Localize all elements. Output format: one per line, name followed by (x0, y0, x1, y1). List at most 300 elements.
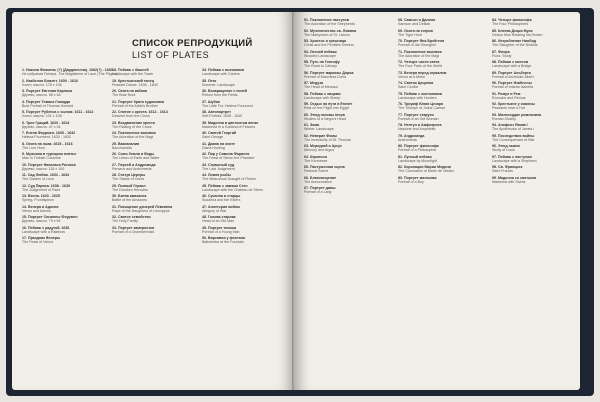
plate-title: 48. Голова старика (202, 215, 236, 219)
plate-entry (112, 79, 200, 88)
plate-detail: Studies of a Negro's Head (304, 116, 346, 121)
plate-detail: Summer. Landscape (202, 82, 235, 87)
plate-entry (112, 184, 200, 193)
plate-title: 20. Охота на кабана (112, 89, 147, 93)
plate-title: 39. Мадонна в цветочном венке (202, 120, 259, 125)
plate-detail: The Feast of Venus (22, 240, 54, 245)
plate-title: 86. Истребление Ниобид (492, 39, 536, 43)
plate-entry (112, 226, 200, 235)
plate-detail: The Martyrdom of St. Livinus (304, 32, 350, 37)
plate-detail: The Slaughter of the Niobids (492, 43, 538, 48)
plate-title: 49. Портрет юноши (202, 225, 237, 230)
plate-title: 38. Автопортрет (202, 110, 231, 114)
plate-entry (492, 144, 576, 153)
plate-title: 57. Медуза (304, 81, 324, 85)
plate-detail: Mercury and Argus (304, 148, 335, 153)
plate-entry (398, 123, 486, 132)
plate-title: 78. Нептун и Амфитрита (398, 123, 442, 127)
plate-detail: The Statue of Ceres (112, 177, 145, 182)
plate-detail: Venus and Adonis (22, 208, 51, 213)
plate-entry (492, 50, 576, 59)
plate-entry (492, 18, 576, 27)
plate-title: 73. Венера перед зеркалом (398, 70, 447, 75)
plate-detail: Portrait of a Young Man (202, 229, 240, 234)
plate-title: 97. Пейзаж с пастухом (492, 154, 532, 159)
plate-detail: Perseus and Andromeda (112, 166, 152, 171)
plate-detail: The Raising of the Cross (112, 124, 152, 129)
plate-title: 37. Шубка (202, 99, 220, 104)
plate-entry (398, 155, 486, 164)
plate-entry (398, 71, 486, 80)
plate-detail: Bacchanalia (112, 145, 132, 150)
plate-detail: The Last Judgement (202, 166, 235, 171)
plate-title: 36. Возвращение с полей (202, 89, 248, 93)
plate-title: 64. Кермесса (304, 154, 327, 159)
plate-entry (112, 194, 200, 203)
plate-detail: The Tiger Hunt (398, 32, 422, 37)
plate-entry (304, 123, 392, 132)
plate-title: 27. Персей и Андромеда (112, 162, 156, 167)
plate-entry (304, 92, 392, 101)
plate-detail: Saint Francis (492, 169, 513, 174)
plate-detail: Return from the Fields (202, 93, 238, 98)
left-column-2 (112, 68, 200, 236)
plate-entry (304, 50, 392, 59)
plate-entry (304, 144, 392, 153)
plate-entry (22, 68, 118, 77)
plate-detail: Дерево, масло. 118 x 100 (22, 166, 65, 171)
plate-detail: Portrait of Marchesa Doria (304, 74, 346, 79)
plate-entry (22, 236, 110, 245)
plate-detail: Холст, масло. 178 x 136 (22, 82, 62, 87)
plate-entry (202, 205, 288, 214)
plate-title: 46. Сусанна и старцы (202, 194, 241, 198)
plate-detail: Portrait of an Old Woman (398, 116, 439, 121)
plate-detail: Decius Mus Relating his Dream (492, 32, 543, 37)
plate-title: 16. Пейзаж с радугой. 1636 (22, 225, 70, 230)
plate-entry (398, 92, 486, 101)
plate-title: 60. Этюд головы негра (304, 112, 345, 117)
plate-title: 88. Пейзаж с мостом (492, 60, 529, 64)
plate-title: 21. Портрет брата художника (112, 99, 164, 104)
right-column-1 (304, 18, 392, 197)
plate-title: 67. Портрет дамы (304, 186, 336, 190)
plate-detail: Portrait of a Boy (398, 179, 424, 184)
plate-title: 31. Похищение дочерей Левкиппа (112, 204, 173, 209)
plate-title: 89. Портрет Альберта (492, 70, 531, 75)
plate-detail: Portrait of a Lady (304, 190, 332, 195)
plate-entry (202, 226, 288, 235)
plate-title: 85. Клятва Деция Муса (492, 28, 533, 33)
plate-entry (398, 134, 486, 143)
plate-entry (492, 71, 576, 80)
right-page (294, 12, 580, 390)
plate-detail: Portrait of a Chambermaid (112, 229, 155, 234)
plate-title: 1. Никола Фламель (?) (Дарданелла). 1682(?) - 1683 (22, 68, 113, 72)
plate-entry (398, 18, 486, 27)
plate-entry (398, 29, 486, 38)
plate-title: 87. Флора (492, 49, 510, 54)
plate-title: 24. Поклонение волхвов (112, 131, 156, 135)
plate-detail: Portrait of Archduke Albert (492, 74, 534, 79)
plate-detail: Susanna and the Elders (202, 198, 241, 203)
plate-detail: Landscape with Sheep (304, 95, 341, 100)
plate-detail: Дерево, масло. 56 x 48 (22, 93, 61, 98)
plate-entry (398, 165, 486, 174)
plate-title: 9. Мужчина в турецком платье (22, 152, 77, 156)
plate-title: 15. Портрет Сюзанны Фоурмен (22, 215, 78, 219)
plate-entry (202, 152, 288, 161)
plate-title: 4. Портрет Томаса Говарда (22, 99, 70, 104)
plate-title: 68. Самсон и Далила (398, 18, 436, 22)
plate-entry (22, 205, 110, 214)
plate-entry (112, 215, 200, 224)
plate-entry (202, 194, 288, 203)
plate-detail: The Judgement of Paris (22, 187, 61, 192)
plate-detail: The Head of Medusa (304, 85, 338, 90)
plate-detail: Дерево, масло. 79 x 54 (22, 219, 61, 224)
plate-title: 77. Портрет старухи (398, 112, 434, 117)
plate-detail: Дерево, масло. 47 x 34 (22, 124, 61, 129)
plate-detail: The Miraculous Draught of Fishes (202, 177, 256, 182)
plate-entry (112, 68, 200, 77)
list-title-russian: СПИСОК РЕПРОДУКЦИЙ (132, 38, 253, 49)
plate-entry (22, 194, 110, 203)
left-column-1 (22, 68, 118, 247)
plate-detail: The Adoration of the Shepherds (304, 22, 355, 27)
plate-title: 12. Суд Париса. 1638 - 1639 (22, 183, 70, 188)
plate-entry (304, 29, 392, 38)
plate-title: 8. Охота на льва. 1615 - 1616 (22, 141, 73, 146)
plate-title: 45. Пейзаж с замком Стен (202, 183, 248, 188)
plate-entry (22, 226, 110, 235)
plate-entry (22, 89, 110, 98)
plate-entry (202, 142, 288, 151)
plate-entry (304, 186, 392, 195)
plate-title: 62. Неверие Фомы (304, 133, 338, 138)
plate-title: 66. Благовещение (304, 175, 337, 180)
plate-title: 28. Статуя Цереры (112, 173, 146, 177)
plate-entry (304, 102, 392, 111)
plate-detail: The Little Fur. Helena Fourment (202, 103, 253, 108)
plate-entry (202, 110, 288, 119)
list-title-english: LIST OF PLATES (132, 50, 210, 60)
plate-title: 92. Крестьяне у хижины (492, 102, 535, 106)
plate-entry (202, 215, 288, 224)
plate-detail: Landscape with a Bridge (492, 64, 532, 69)
plate-entry (22, 173, 110, 182)
plate-entry (398, 50, 486, 59)
plate-entry (492, 123, 576, 132)
plate-entry (398, 113, 486, 122)
plate-entry (304, 71, 392, 80)
plate-entry (112, 152, 200, 161)
plate-entry (22, 163, 110, 172)
plate-title: 72. Четыре части света (398, 60, 440, 64)
plate-title: 30. Битва амазонок (112, 194, 147, 198)
plate-entry (398, 144, 486, 153)
plate-entry (112, 131, 200, 140)
plate-title: 90. Портрет Изабеллы (492, 81, 532, 85)
plate-detail: Samson and Delilah (398, 22, 431, 27)
plate-entry (202, 79, 288, 88)
plate-title: 61. Зима (304, 123, 320, 127)
plate-entry (398, 60, 486, 69)
plate-entry (304, 81, 392, 90)
plate-title: 14. Венера и Адонис (22, 204, 59, 209)
plate-detail: Peasant Dance. 1636 - 1640 (112, 82, 158, 87)
plate-detail: Холст, масло. 131 x 108 (22, 114, 62, 119)
plate-title: 2. Изабелла Блиэнт. 1609 - 1610 (22, 78, 78, 83)
plate-title: 7. Елена Фоурмен. 1630 - 1632 (22, 131, 76, 135)
plate-entry (492, 39, 576, 48)
plate-entry (398, 102, 486, 111)
plate-detail: The Garden of Love (22, 177, 54, 182)
plate-entry (202, 89, 288, 98)
plate-title: 13. Весна. 1620 - 1625 (22, 194, 60, 198)
plate-entry (112, 163, 200, 172)
plate-title: 42. Пир у Симона Фарисея (202, 152, 250, 156)
plate-entry (398, 81, 486, 90)
plate-detail: Bathsheba at the Fountain (202, 240, 245, 245)
plate-detail: Portrait of a Philosopher (398, 148, 437, 153)
plate-title: 55. Путь на Голгофу (304, 60, 340, 64)
plate-title: 18. Пейзаж с башней (112, 68, 149, 72)
plate-entry (202, 173, 288, 182)
plate-detail: Flora. Study (492, 53, 512, 58)
plate-detail: Landscape with Carters (202, 72, 240, 77)
plate-detail: The Adoration of the Magi (112, 135, 154, 140)
plate-entry (492, 113, 576, 122)
plate-title: 44. Ловля рыбы (202, 173, 231, 177)
plate-title: 51. Поклонение пастухов (304, 18, 349, 22)
plate-detail: The Adoration of the Magi (398, 53, 440, 58)
plate-detail: Man in Turkish Costume (22, 156, 61, 161)
plate-entry (398, 39, 486, 48)
plate-detail: The Incredulity of St. Thomas (304, 137, 351, 142)
plate-entry (304, 134, 392, 143)
plate-detail: Winter. Landscape (304, 127, 334, 132)
plate-entry (22, 100, 110, 109)
plate-title: 82. Коронация Марии Медичи (398, 165, 451, 169)
plate-detail: Landscape with the Tower (112, 72, 154, 77)
plate-entry (492, 176, 576, 185)
plate-title: 99. Мадонна со святыми (492, 175, 536, 180)
plate-entry (22, 131, 110, 140)
plate-detail: The Boar Hunt (112, 93, 136, 98)
plate-detail: Roman Charity (492, 116, 516, 121)
plate-title: 41. Диана на охоте (202, 141, 235, 146)
plate-detail: Spring. Frontispiece (22, 198, 54, 203)
plate-title: 74. Святая Цецилия (398, 81, 434, 85)
plate-entry (202, 68, 288, 77)
plate-title: 5. Портрет Рубенса с сыном. 1611 - 1612 (22, 110, 94, 114)
plate-detail: Madonna with Saints (492, 179, 526, 184)
plate-detail: Peasants near a Hut (492, 106, 525, 111)
plate-detail: Battle of the Amazons (112, 198, 147, 203)
plate-detail: Из собрания Питера. The Magdalene of Laon (The Pilgrim) (22, 72, 118, 77)
plate-entry (22, 142, 110, 151)
plate-detail: Portrait of the Artist's Brother (112, 103, 158, 108)
plate-detail: The Feast of Simon the Pharisee (202, 156, 255, 161)
plate-detail: Landscape with Hunters (398, 95, 437, 100)
plate-detail: Christ and the Penitent Sinners (304, 43, 354, 48)
plate-detail: Study of Lions (492, 148, 515, 153)
plate-detail: Andromeda (398, 137, 417, 142)
plate-entry (112, 121, 200, 130)
plate-detail: Rest on the Flight into Egypt (304, 106, 350, 111)
plate-title: 65. Пастушеская сцена (304, 165, 345, 169)
plate-title: 95. Последствия войны (492, 133, 535, 138)
plate-detail: Rape of the Daughters of Leucippus (112, 208, 170, 213)
plate-title: 96. Этюд львов (492, 144, 520, 148)
plate-detail: The Coronation of Marie de' Medici (398, 169, 454, 174)
plate-title: 11. Сад Любви. 1632 - 1634 (22, 173, 70, 177)
plate-detail: Portrait of Jan Brueghel (398, 43, 436, 48)
plate-detail: Bust Portrait of Thomas Howard (22, 103, 74, 108)
plate-title: 10. Портрет Николаса Ротокса (22, 162, 76, 167)
plate-entry (202, 236, 288, 245)
plate-detail: Neptune and Amphitrite (398, 127, 436, 132)
plate-entry (202, 100, 288, 109)
plate-entry (22, 184, 110, 193)
plate-detail: The Annunciation (304, 179, 332, 184)
plate-title: 29. Пьяный Геракл (112, 183, 146, 188)
plate-entry (492, 102, 576, 111)
plate-title: 59. Отдых на пути в Египет (304, 102, 353, 106)
plate-detail: Saint Cecilia (398, 85, 418, 90)
plate-detail: Landscape with a Shepherd (492, 158, 537, 163)
plate-title: 75. Пейзаж с охотниками (398, 91, 442, 96)
plate-title: 6. Трое Граций. 1620 - 1624 (22, 120, 70, 125)
plate-entry (202, 184, 288, 193)
plate-detail: Landscape with a Rainbow (22, 229, 65, 234)
plate-title: 56. Портрет маркизы Дориа (304, 70, 354, 75)
plate-title: 35. Лето (202, 78, 217, 83)
plate-detail: Saint George (202, 135, 224, 140)
plate-entry (112, 89, 200, 98)
plate-detail: Descent from the Cross (112, 114, 150, 119)
plate-detail: Romulus and Remus (492, 95, 526, 100)
plate-title: 80. Портрет философа (398, 144, 439, 148)
plate-entry (492, 29, 576, 38)
plate-detail: Self-Portrait. 1638 - 1640 (202, 114, 243, 119)
plate-title: 58. Пейзаж с овцами (304, 91, 341, 96)
plate-detail: The Four Philosophers (492, 22, 529, 27)
plate-detail: The Road to Calvary (304, 64, 337, 69)
plate-title: 91. Ромул и Рем (492, 91, 521, 96)
plate-detail: Landscape by Moonlight (398, 158, 437, 163)
plate-title: 3. Портрет Евгении Карлоса (22, 89, 73, 93)
plate-entry (492, 134, 576, 143)
plate-title: 94. Апофеоз Якова I (492, 123, 528, 127)
plate-detail: Allegory of War (202, 208, 227, 213)
plate-entry (492, 60, 576, 69)
plate-entry (202, 163, 288, 172)
plate-entry (112, 205, 200, 214)
plate-detail: Madonna in a Garland of Flowers (202, 124, 256, 129)
plate-title: 76. Триумф Юлия Цезаря (398, 102, 444, 106)
plate-title: 19. Крестьянский танец (112, 78, 154, 83)
plate-entry (304, 176, 392, 185)
plate-detail: Portrait of Infanta Isabella (492, 85, 533, 90)
plate-detail: The Kermesse (304, 158, 328, 163)
plate-title: 83. Портрет мальчика (398, 175, 437, 180)
plate-entry (304, 113, 392, 122)
plate-entry (304, 18, 392, 27)
plate-title: 26. Союз Земли и Воды (112, 152, 155, 156)
plate-entry (202, 131, 288, 140)
plate-detail: The Four Parts of the World (398, 64, 443, 69)
plate-detail: The Triumph of Julius Caesar (398, 106, 445, 111)
plate-detail: The Drunken Hercules (112, 187, 148, 192)
right-column-3 (492, 18, 576, 186)
plate-title: 25. Вакханалия (112, 141, 140, 146)
plate-detail: The Apotheosis of James I (492, 127, 535, 132)
plate-entry (304, 155, 392, 164)
plate-entry (112, 142, 200, 151)
plate-title: 52. Мученичество св. Ливина (304, 28, 357, 33)
plate-entry (492, 92, 576, 101)
left-page (12, 12, 294, 390)
plate-title: 93. Милосердие римлянина (492, 112, 542, 117)
plate-entry (304, 39, 392, 48)
plate-entry (22, 121, 110, 130)
plate-title: 17. Праздник Венеры (22, 236, 61, 240)
plate-title: 53. Христос и грешница (304, 39, 347, 43)
plate-entry (492, 165, 576, 174)
plate-detail: Helena Fourment. 1630 - 1632 (22, 135, 71, 140)
plate-entry (304, 165, 392, 174)
plate-entry (112, 173, 200, 182)
plate-title: 47. Аллегория войны (202, 204, 241, 209)
plate-entry (398, 176, 486, 185)
plate-entry (492, 155, 576, 164)
plate-title: 71. Поклонение волхвов (398, 49, 442, 54)
plate-title: 50. Вирсавия у фонтана (202, 236, 245, 240)
plate-title: 34. Пейзаж с возчиками (202, 68, 244, 72)
plate-entry (22, 79, 110, 88)
plate-entry (304, 60, 392, 69)
plate-entry (112, 110, 200, 119)
plate-entry (202, 121, 288, 130)
plate-entry (22, 215, 110, 224)
right-column-2 (398, 18, 486, 186)
plate-detail: Venus at a Mirror (398, 74, 426, 79)
plate-title: 70. Портрет Яна Брейгеля (398, 39, 445, 43)
plate-detail: Landscape with the Chateau de Steen (202, 187, 263, 192)
plate-detail: The Lion Hunt (22, 145, 45, 150)
plate-title: 33. Портрет камеристки (112, 225, 155, 230)
plate-detail: The Consequences of War (492, 137, 535, 142)
plate-title: 54. Лесной пейзаж (304, 49, 337, 54)
plate-detail: The Union of Earth and Water (112, 156, 160, 161)
plate-entry (492, 81, 576, 90)
left-column-3 (202, 68, 288, 247)
plate-title: 81. Лунный пейзаж (398, 154, 432, 159)
plate-detail: The Holy Family (112, 219, 138, 224)
plate-detail: Pastoral Scene (304, 169, 329, 174)
plate-detail: Diana Hunting (202, 145, 225, 150)
plate-title: 22. Снятие с креста. 1612 - 1614 (112, 110, 168, 114)
plate-detail: Head of an Old Man (202, 219, 235, 224)
plate-title: 40. Святой Георгий (202, 131, 237, 135)
plate-entry (22, 152, 110, 161)
plate-detail: Wooded Landscape (304, 53, 336, 58)
plate-title: 32. Святое семейство (112, 215, 151, 219)
plate-title: 23. Воздвижение креста (112, 120, 155, 125)
plate-title: 84. Четыре философа (492, 18, 532, 22)
